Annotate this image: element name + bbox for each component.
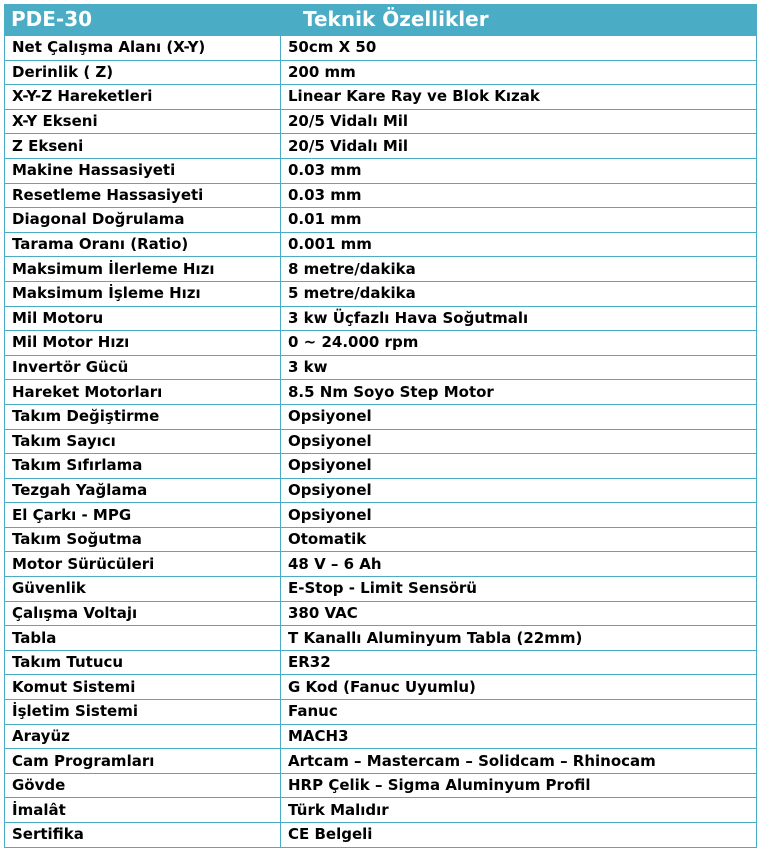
spec-label: Resetleme Hassasiyeti [5, 183, 281, 208]
spec-row [5, 404, 757, 429]
spec-value: Otomatik [281, 527, 757, 552]
spec-row [5, 109, 757, 134]
spec-row [5, 749, 757, 774]
spec-label: Motor Sürücüleri [5, 552, 281, 577]
spec-label: Komut Sistemi [5, 675, 281, 700]
spec-label: Hareket Motorları [5, 380, 281, 405]
spec-label: Makine Hassasiyeti [5, 158, 281, 183]
spec-value: 200 mm [281, 60, 757, 85]
spec-label: Çalışma Voltajı [5, 601, 281, 626]
spec-label: Gövde [5, 773, 281, 798]
spec-value: 3 kw [281, 355, 757, 380]
spec-label: X-Y-Z Hareketleri [5, 85, 281, 110]
spec-label: Mil Motor Hızı [5, 331, 281, 356]
spec-value: 3 kw Üçfazlı Hava Soğutmalı [281, 306, 757, 331]
spec-row [5, 60, 757, 85]
spec-sheet [4, 4, 757, 848]
spec-value: 0.03 mm [281, 158, 757, 183]
spec-value: Türk Malıdır [281, 798, 757, 823]
spec-value: 380 VAC [281, 601, 757, 626]
spec-value: 0.01 mm [281, 208, 757, 233]
spec-label: Z Ekseni [5, 134, 281, 159]
spec-label: Takım Sayıcı [5, 429, 281, 454]
spec-label: Maksimum İlerleme Hızı [5, 257, 281, 282]
spec-value: CE Belgeli [281, 823, 757, 848]
spec-row [5, 626, 757, 651]
spec-value: 8.5 Nm Soyo Step Motor [281, 380, 757, 405]
spec-table-body [5, 36, 757, 848]
spec-row [5, 331, 757, 356]
spec-value: MACH3 [281, 724, 757, 749]
spec-label: Takım Değiştirme [5, 404, 281, 429]
spec-label: Tarama Oranı (Ratio) [5, 232, 281, 257]
spec-value: 20/5 Vidalı Mil [281, 134, 757, 159]
spec-row [5, 454, 757, 479]
spec-row [5, 527, 757, 552]
spec-row [5, 134, 757, 159]
spec-label: Derinlik ( Z) [5, 60, 281, 85]
spec-label: Takım Tutucu [5, 650, 281, 675]
spec-row [5, 257, 757, 282]
spec-value: HRP Çelik – Sigma Aluminyum Profil [281, 773, 757, 798]
spec-label: Maksimum İşleme Hızı [5, 281, 281, 306]
spec-value: Linear Kare Ray ve Blok Kızak [281, 85, 757, 110]
spec-value: Opsiyonel [281, 404, 757, 429]
spec-row [5, 158, 757, 183]
spec-label: Diagonal Doğrulama [5, 208, 281, 233]
spec-row [5, 478, 757, 503]
spec-row [5, 306, 757, 331]
spec-label: İşletim Sistemi [5, 700, 281, 725]
spec-row [5, 798, 757, 823]
spec-value: 48 V – 6 Ah [281, 552, 757, 577]
spec-value: Artcam – Mastercam – Solidcam – Rhinocam [281, 749, 757, 774]
spec-label: Güvenlik [5, 577, 281, 602]
spec-value: 0 ~ 24.000 rpm [281, 331, 757, 356]
spec-value: 20/5 Vidalı Mil [281, 109, 757, 134]
spec-row [5, 208, 757, 233]
spec-table [4, 35, 757, 848]
spec-row [5, 650, 757, 675]
spec-row [5, 577, 757, 602]
spec-label: Cam Programları [5, 749, 281, 774]
spec-label: Arayüz [5, 724, 281, 749]
spec-value: 50cm X 50 [281, 36, 757, 61]
spec-value: Opsiyonel [281, 503, 757, 528]
spec-row [5, 183, 757, 208]
spec-row [5, 36, 757, 61]
spec-value: 5 metre/dakika [281, 281, 757, 306]
spec-row [5, 601, 757, 626]
spec-row [5, 773, 757, 798]
spec-label: Invertör Gücü [5, 355, 281, 380]
spec-value: 8 metre/dakika [281, 257, 757, 282]
spec-value: 0.03 mm [281, 183, 757, 208]
spec-row [5, 503, 757, 528]
spec-label: El Çarkı - MPG [5, 503, 281, 528]
model-name: PDE-30 [11, 7, 93, 31]
spec-label: Takım Sıfırlama [5, 454, 281, 479]
spec-row [5, 700, 757, 725]
spec-row [5, 281, 757, 306]
spec-row [5, 724, 757, 749]
spec-row [5, 823, 757, 848]
spec-value: G Kod (Fanuc Uyumlu) [281, 675, 757, 700]
sheet-title: Teknik Özellikler [303, 7, 489, 31]
spec-value: Opsiyonel [281, 429, 757, 454]
spec-value: E-Stop - Limit Sensörü [281, 577, 757, 602]
spec-label: X-Y Ekseni [5, 109, 281, 134]
spec-value: Fanuc [281, 700, 757, 725]
spec-row [5, 355, 757, 380]
spec-label: Tabla [5, 626, 281, 651]
spec-label: Sertifika [5, 823, 281, 848]
spec-header [4, 4, 757, 35]
spec-row [5, 552, 757, 577]
spec-value: Opsiyonel [281, 454, 757, 479]
spec-row [5, 85, 757, 110]
spec-row [5, 675, 757, 700]
spec-label: İmalât [5, 798, 281, 823]
spec-value: ER32 [281, 650, 757, 675]
spec-value: T Kanallı Aluminyum Tabla (22mm) [281, 626, 757, 651]
spec-row [5, 232, 757, 257]
spec-row [5, 380, 757, 405]
spec-value: Opsiyonel [281, 478, 757, 503]
spec-label: Takım Soğutma [5, 527, 281, 552]
spec-row [5, 429, 757, 454]
spec-value: 0.001 mm [281, 232, 757, 257]
spec-label: Mil Motoru [5, 306, 281, 331]
spec-label: Net Çalışma Alanı (X-Y) [5, 36, 281, 61]
spec-label: Tezgah Yağlama [5, 478, 281, 503]
